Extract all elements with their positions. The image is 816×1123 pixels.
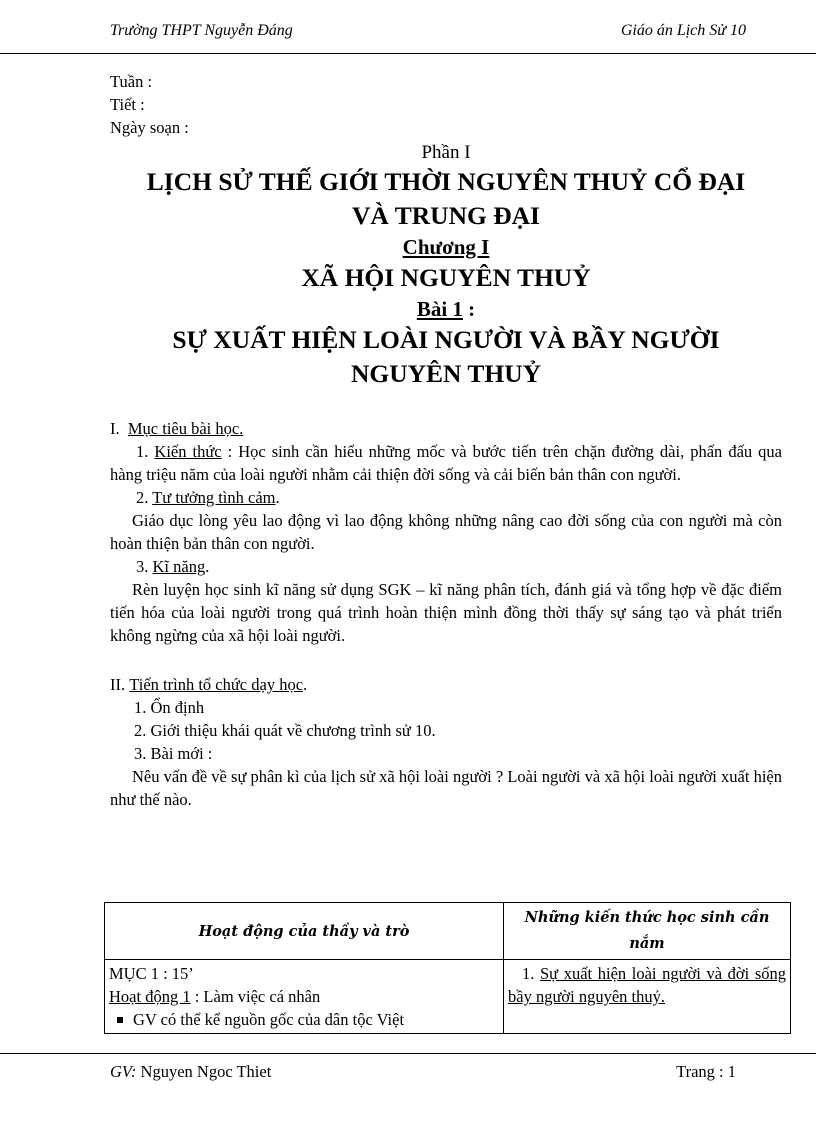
knowledge-cell — [504, 960, 791, 1034]
section2-num: II. — [110, 675, 126, 694]
lesson-title-line2: NGUYÊN THUỶ — [350, 359, 542, 388]
activity-label: Hoạt động 1 — [109, 987, 191, 1006]
col2-header: Những kiến thức học sinh cần nắm — [504, 903, 791, 960]
lesson-table — [104, 902, 791, 1034]
section1-trail: . — [239, 419, 244, 438]
meta-period: Tiết : — [110, 95, 145, 114]
section2-trail: . — [303, 675, 308, 694]
s1-item3-trail: . — [205, 557, 210, 576]
s1-item2-heading — [110, 486, 782, 509]
activity-line — [109, 985, 499, 1008]
part-label: Phần I — [421, 142, 471, 163]
s1-item1-text: : Học sinh cần hiểu những mốc và bước tiến trên chặn đường dài, phấn đấu qua hàng triệu năm của loài người nhằm cải thiện đời sống và cải biến bản thân con người. — [110, 442, 782, 484]
page-header — [110, 22, 746, 48]
footer-rule — [0, 1053, 816, 1054]
section2-title: Tiến trình tổ chức dạy học — [129, 675, 304, 694]
s2-intro: Nêu vấn đề về sự phân kì của lịch sử xã hội loài người ? Loài người và xã hội loài người xuất hiện như thế nào. — [110, 767, 782, 809]
lesson-title-line1: SỰ XUẤT HIỆN LOÀI NGƯỜI VÀ BẦY NGƯỜI — [172, 325, 720, 354]
teacher-label: GV: — [110, 1062, 137, 1081]
bullet-icon — [117, 1017, 123, 1023]
footer-teacher — [110, 1062, 271, 1082]
teacher-name: Nguyen Ngoc Thiet — [136, 1062, 272, 1081]
s1-item3-body: Rèn luyện học sinh kĩ năng sử dụng SGK – kĩ năng phân tích, đánh giá và tổng hợp về đặc điểm tiến hóa của loài người trong quá trình hoàn thiện mình đồng thời thấy sự sáng tạo và phát triển không ngừng của xã hội loài người. — [110, 580, 782, 645]
lesson-meta — [110, 70, 782, 139]
section1-title: Mục tiêu bài học — [127, 419, 240, 438]
lesson-colon: : — [462, 297, 476, 321]
lesson-label-text: Bài 1 — [416, 297, 463, 321]
muc-label: MỤC 1 : 15’ — [109, 964, 194, 983]
section1-heading — [110, 417, 782, 440]
lesson-label — [110, 295, 782, 323]
activity-text: : Làm việc cá nhân — [190, 987, 321, 1006]
bullet-text: GV có thể kể nguồn gốc của dân tộc Việt — [133, 1010, 405, 1029]
table-row — [105, 960, 791, 1034]
s1-item1-label: Kiến thức — [154, 442, 222, 461]
meta-date: Ngày soạn : — [110, 118, 189, 137]
s2-step2: 2. Giới thiệu khái quát về chương trình sử 10. — [134, 721, 436, 740]
header-rule — [0, 53, 816, 54]
table-header-row — [105, 903, 791, 960]
knowledge-num: 1. — [522, 964, 535, 983]
meta-week: Tuần : — [110, 72, 153, 91]
main-title-line1: LỊCH SỬ THẾ GIỚI THỜI NGUYÊN THUỶ CỔ ĐẠI — [146, 167, 746, 196]
header-school: Trường THPT Nguyễn Đáng — [110, 22, 293, 39]
bullet-item — [109, 1008, 499, 1031]
chapter-title: XÃ HỘI NGUYÊN THUỶ — [301, 263, 591, 292]
activity-cell — [105, 960, 504, 1034]
knowledge-item — [508, 962, 786, 1008]
section2-heading — [110, 673, 782, 696]
document-body — [110, 70, 782, 811]
s1-item2-trail: . — [275, 488, 280, 507]
s1-item1 — [110, 440, 782, 486]
chapter-label — [110, 233, 782, 261]
chapter-text: Chương I — [402, 235, 490, 259]
s1-item3-heading — [110, 555, 782, 578]
knowledge-text: Sự xuất hiện loài người và đời sống bầy người nguyên thuỷ. — [508, 964, 787, 1006]
main-title-line2: VÀ TRUNG ĐẠI — [352, 201, 540, 230]
s1-item3-num: 3. — [136, 557, 149, 576]
s1-item2-body: Giáo dục lòng yêu lao động vì lao động không những nâng cao đời sống của con người mà còn hoàn thiện bản thân con người. — [110, 511, 782, 553]
s1-item3-label: Kĩ năng — [152, 557, 206, 576]
section1-num: I. — [110, 419, 120, 438]
header-subject: Giáo án Lịch Sử 10 — [620, 22, 746, 39]
page-number: Trang : 1 — [676, 1062, 736, 1081]
s1-item2-num: 2. — [136, 488, 149, 507]
s1-item2-label: Tư tưởng tình cảm — [152, 488, 276, 507]
s2-step1: 1. Ổn định — [134, 698, 205, 717]
s2-step3: 3. Bài mới : — [134, 744, 213, 763]
s1-item1-num: 1. — [136, 442, 149, 461]
col1-header: Hoạt động của thầy và trò — [105, 903, 504, 960]
